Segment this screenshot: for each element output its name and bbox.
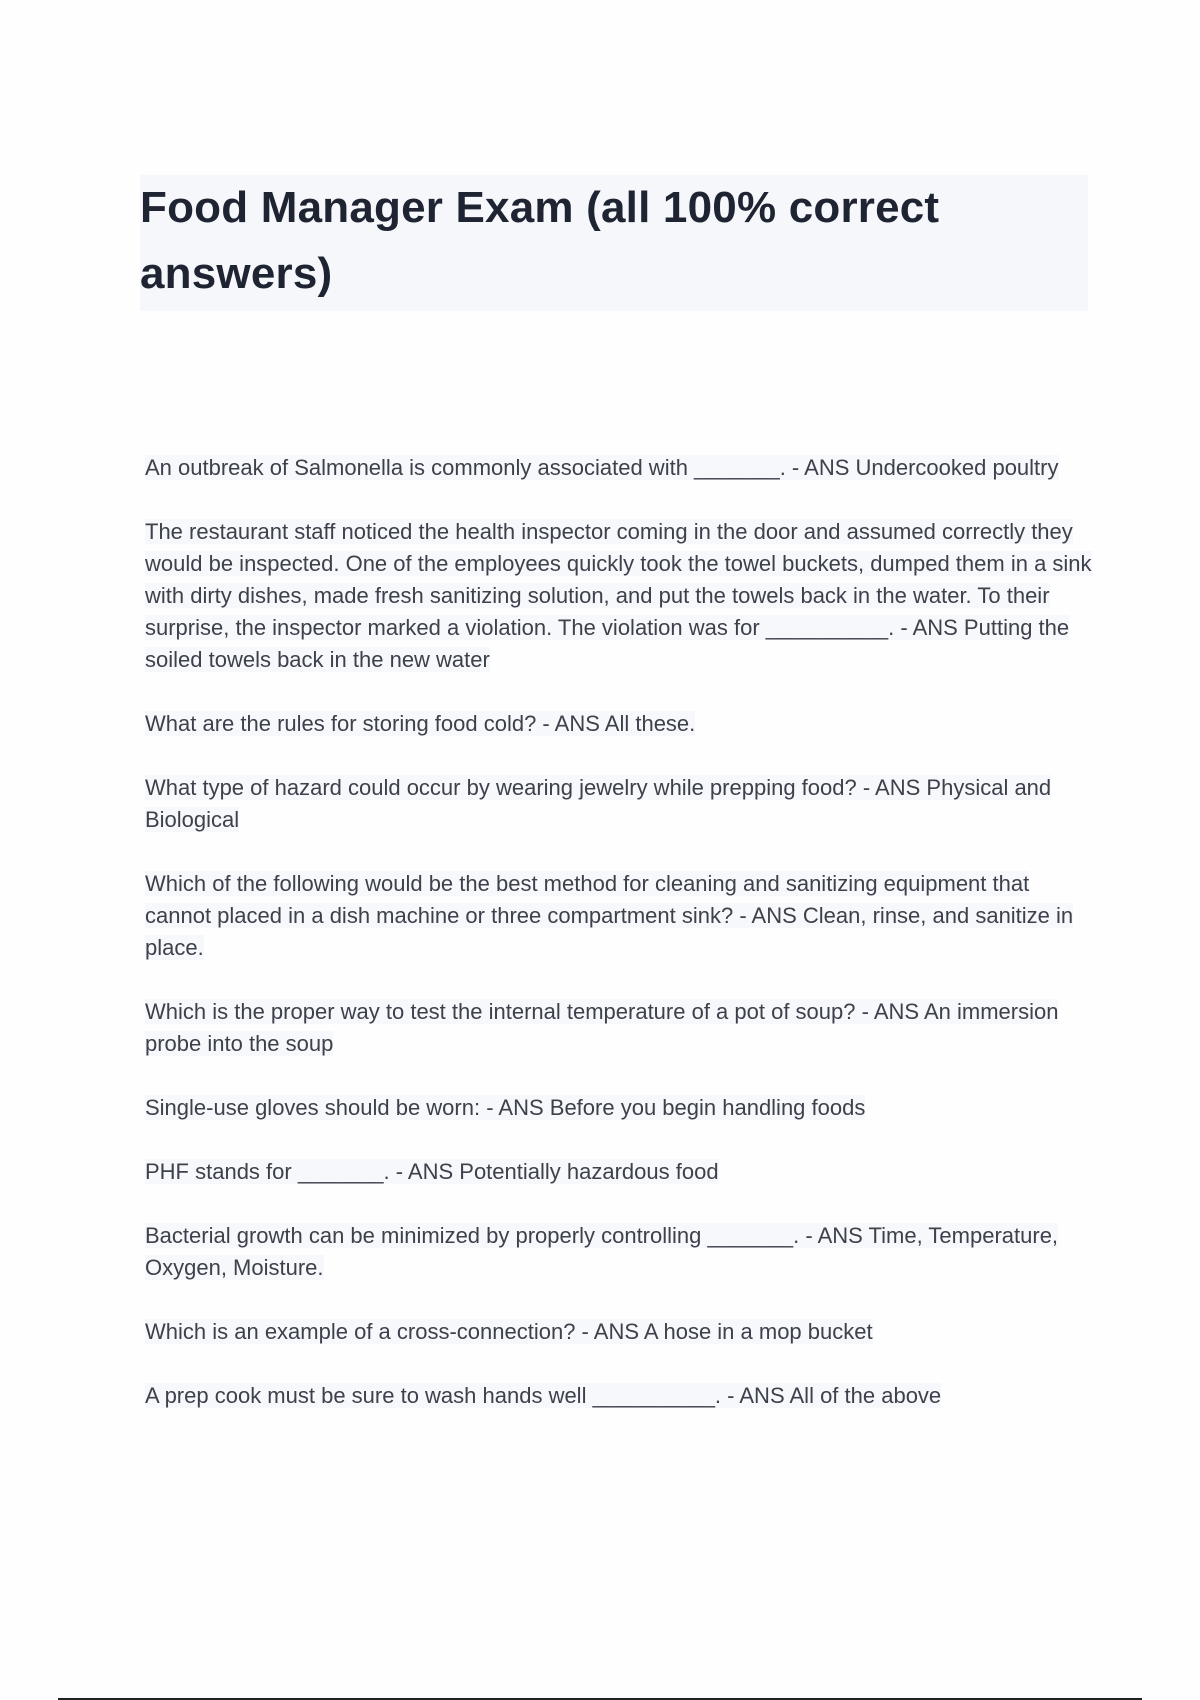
qa-text: A prep cook must be sure to wash hands well __________. - ANS All of the above [145, 1383, 942, 1408]
qa-item [145, 1220, 1095, 1284]
qa-item [145, 1380, 1095, 1412]
qa-item [145, 708, 1095, 740]
qa-text: Single-use gloves should be worn: - ANS Before you begin handling foods [145, 1095, 866, 1120]
qa-text: Which is the proper way to test the internal temperature of a pot of soup? - ANS An immersion probe into the soup [145, 999, 1059, 1056]
qa-item [145, 1156, 1095, 1188]
qa-text: Bacterial growth can be minimized by properly controlling _______. - ANS Time, Temperature, Oxygen, Moisture. [145, 1223, 1059, 1280]
qa-text: What are the rules for storing food cold? - ANS All these. [145, 711, 696, 736]
qa-item [145, 868, 1095, 964]
qa-text: What type of hazard could occur by wearing jewelry while prepping food? - ANS Physical and Biological [145, 775, 1052, 832]
qa-text: The restaurant staff noticed the health inspector coming in the door and assumed correctly they would be inspected. One of the employees quickly took the towel buckets, dumped them in a sink with dirty dishes, made fresh sanitizing solution, and put the towels back in the water. To their surprise, the inspector marked a violation. The violation was for __________. - ANS Putting the soiled towels back in the new water [145, 519, 1092, 672]
qa-text: An outbreak of Salmonella is commonly associated with _______. - ANS Undercooked poultry [145, 455, 1059, 480]
qa-item [145, 772, 1095, 836]
page-title: Food Manager Exam (all 100% correct answers) [140, 183, 940, 298]
qa-text: Which is an example of a cross-connection? - ANS A hose in a mop bucket [145, 1319, 873, 1344]
qa-item [145, 996, 1095, 1060]
qa-text: PHF stands for _______. - ANS Potentially hazardous food [145, 1159, 719, 1184]
qa-list [145, 452, 1095, 1444]
qa-text: Which of the following would be the best method for cleaning and sanitizing equipment that cannot placed in a dish machine or three compartment sink? - ANS Clean, rinse, and sanitize in place. [145, 871, 1074, 960]
title-box [140, 175, 1088, 311]
qa-item [145, 452, 1095, 484]
qa-item [145, 1092, 1095, 1124]
qa-item [145, 516, 1095, 676]
qa-item [145, 1316, 1095, 1348]
